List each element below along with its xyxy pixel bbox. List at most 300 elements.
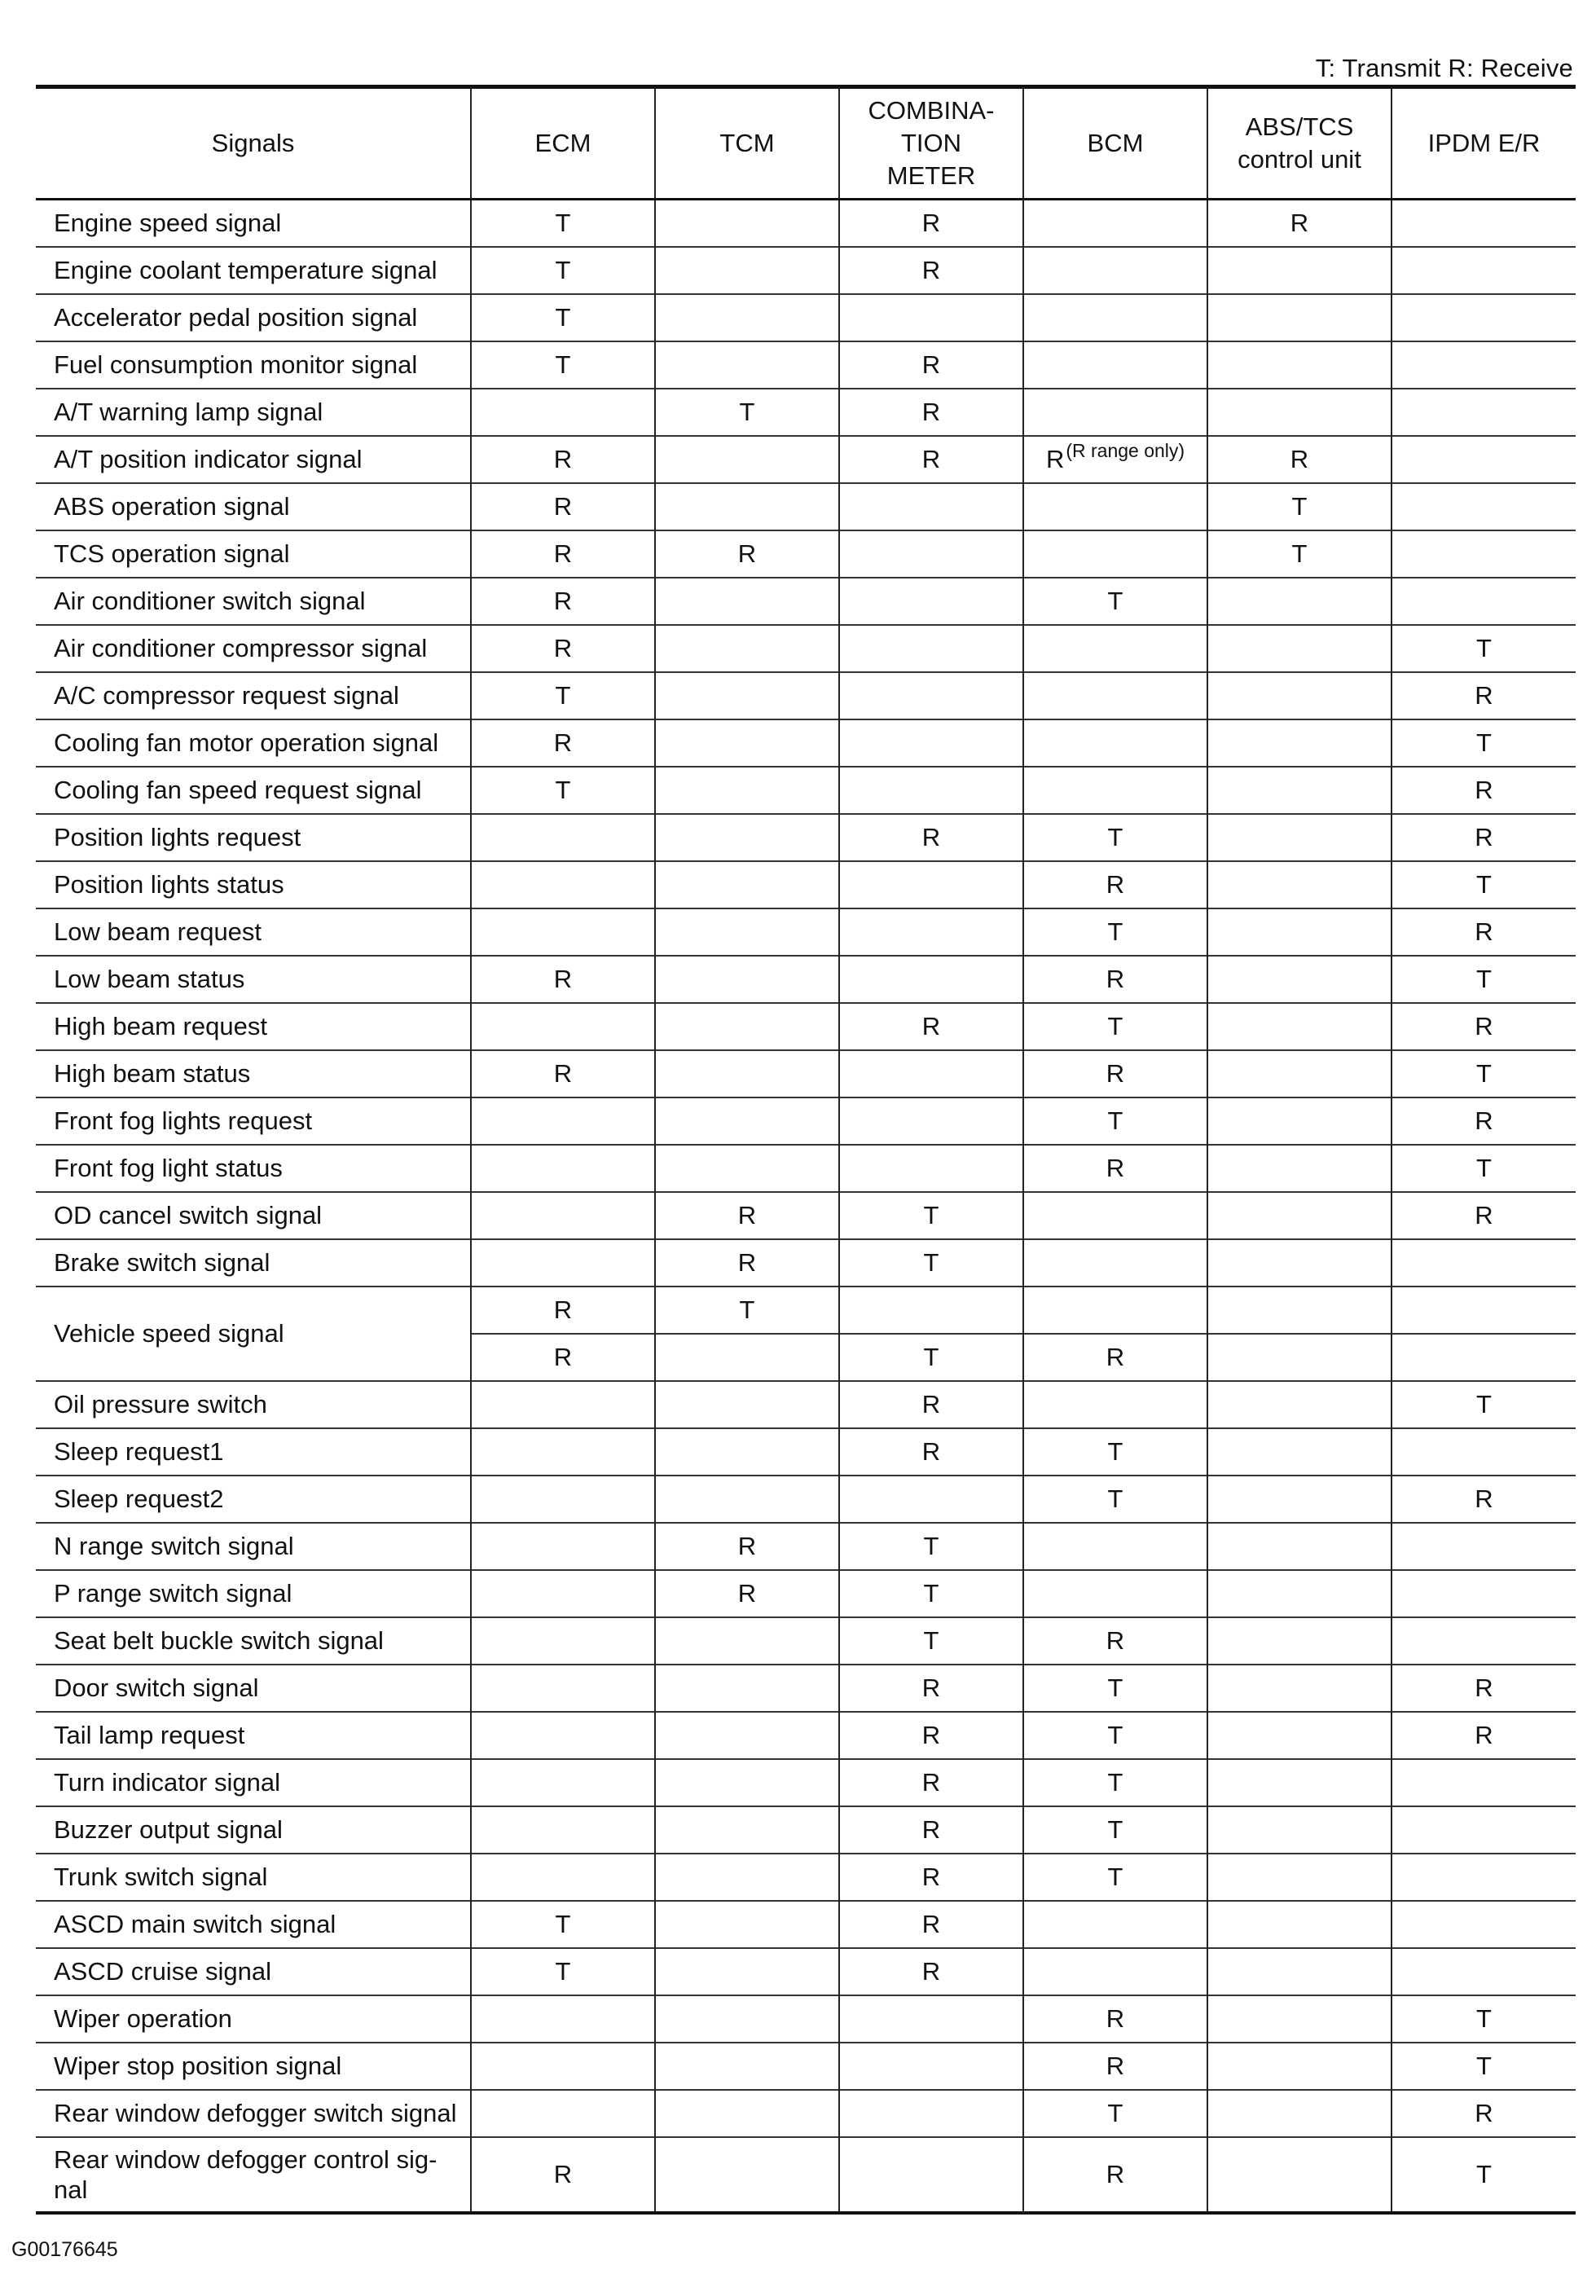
ipdm-cell: T xyxy=(1392,2137,1576,2213)
ipdm-cell: T xyxy=(1392,861,1576,908)
ipdm-cell: T xyxy=(1392,719,1576,767)
bcm-cell: T xyxy=(1023,1003,1207,1050)
signal-name-cell: N range switch signal xyxy=(36,1523,471,1570)
bcm-range-note: (R range only) xyxy=(1066,440,1185,461)
ipdm-cell xyxy=(1392,1806,1576,1854)
meter-cell xyxy=(839,1287,1023,1334)
header-meter-line2: TION xyxy=(900,129,962,157)
table-row xyxy=(36,625,1576,672)
table-row xyxy=(36,436,1576,483)
ecm-cell xyxy=(471,1003,655,1050)
ecm-cell: T xyxy=(471,341,655,389)
tcm-cell xyxy=(655,294,839,341)
ecm-cell: T xyxy=(471,294,655,341)
table-row xyxy=(36,1806,1576,1854)
header-meter-line1: COMBINA- xyxy=(868,96,995,125)
tcm-cell xyxy=(655,1806,839,1854)
signal-name-cell: Front fog lights request xyxy=(36,1097,471,1145)
ipdm-cell xyxy=(1392,578,1576,625)
ecm-cell: R xyxy=(471,436,655,483)
meter-cell: R xyxy=(839,814,1023,861)
ecm-cell: R xyxy=(471,578,655,625)
abs-cell xyxy=(1207,1712,1392,1759)
ipdm-cell xyxy=(1392,341,1576,389)
bcm-cell xyxy=(1023,1948,1207,1995)
tcm-cell xyxy=(655,1901,839,1948)
ecm-cell xyxy=(471,1854,655,1901)
tcm-cell xyxy=(655,1665,839,1712)
tcm-cell xyxy=(655,1381,839,1428)
ipdm-cell: T xyxy=(1392,1050,1576,1097)
meter-cell xyxy=(839,578,1023,625)
abs-cell xyxy=(1207,1665,1392,1712)
abs-cell xyxy=(1207,672,1392,719)
abs-cell xyxy=(1207,814,1392,861)
bcm-cell xyxy=(1023,247,1207,294)
bcm-cell: T xyxy=(1023,1665,1207,1712)
abs-cell xyxy=(1207,578,1392,625)
ecm-cell xyxy=(471,1806,655,1854)
table-row xyxy=(36,719,1576,767)
signal-name-cell: ABS operation signal xyxy=(36,483,471,530)
bcm-cell xyxy=(1023,294,1207,341)
table-row xyxy=(36,1901,1576,1948)
abs-cell xyxy=(1207,1476,1392,1523)
meter-cell: R xyxy=(839,1665,1023,1712)
ipdm-cell xyxy=(1392,436,1576,483)
header-signals: Signals xyxy=(36,87,471,200)
signal-name-cell: Tail lamp request xyxy=(36,1712,471,1759)
bcm-cell: R xyxy=(1023,1050,1207,1097)
meter-cell xyxy=(839,2043,1023,2090)
abs-cell: T xyxy=(1207,530,1392,578)
ipdm-cell: T xyxy=(1392,1145,1576,1192)
header-abs-line2: control unit xyxy=(1238,145,1361,174)
bcm-cell: T xyxy=(1023,578,1207,625)
ipdm-cell: T xyxy=(1392,1381,1576,1428)
tcm-cell xyxy=(655,1003,839,1050)
ipdm-cell: R xyxy=(1392,1476,1576,1523)
signal-name-cell: Cooling fan speed request signal xyxy=(36,767,471,814)
bcm-cell: T xyxy=(1023,1854,1207,1901)
meter-cell: R xyxy=(839,341,1023,389)
table-row xyxy=(36,2137,1576,2213)
tcm-cell xyxy=(655,200,839,248)
table-row xyxy=(36,1665,1576,1712)
bcm-cell xyxy=(1023,436,1207,483)
signal-name-cell: Wiper stop position signal xyxy=(36,2043,471,2090)
signal-name-cell: Trunk switch signal xyxy=(36,1854,471,1901)
ipdm-cell xyxy=(1392,1854,1576,1901)
abs-cell xyxy=(1207,1003,1392,1050)
ecm-cell xyxy=(471,1759,655,1806)
tcm-cell xyxy=(655,578,839,625)
meter-cell: R xyxy=(839,200,1023,248)
table-row xyxy=(36,1712,1576,1759)
ipdm-cell xyxy=(1392,1901,1576,1948)
can-signal-table xyxy=(36,85,1576,2215)
table-row xyxy=(36,1759,1576,1806)
table-row xyxy=(36,1145,1576,1192)
table-row xyxy=(36,1239,1576,1287)
signal-name-cell: Engine coolant temperature signal xyxy=(36,247,471,294)
table-row xyxy=(36,1428,1576,1476)
bcm-cell xyxy=(1023,389,1207,436)
abs-cell xyxy=(1207,2043,1392,2090)
bcm-cell xyxy=(1023,530,1207,578)
tcm-cell xyxy=(655,767,839,814)
table-row xyxy=(36,1570,1576,1617)
meter-cell xyxy=(839,1476,1023,1523)
tcm-cell xyxy=(655,1145,839,1192)
signal-name-cell: Seat belt buckle switch signal xyxy=(36,1617,471,1665)
ipdm-cell xyxy=(1392,200,1576,248)
ecm-cell xyxy=(471,908,655,956)
ipdm-cell xyxy=(1392,530,1576,578)
tcm-cell xyxy=(655,1759,839,1806)
bcm-cell: T xyxy=(1023,1476,1207,1523)
ipdm-cell: R xyxy=(1392,814,1576,861)
signal-name-cell: Wiper operation xyxy=(36,1995,471,2043)
signal-name-cell: Accelerator pedal position signal xyxy=(36,294,471,341)
meter-cell xyxy=(839,483,1023,530)
tcm-cell xyxy=(655,483,839,530)
signal-name-cell: Rear window defogger control sig- nal xyxy=(36,2137,471,2213)
ipdm-cell xyxy=(1392,483,1576,530)
header-abs-line1: ABS/TCS xyxy=(1245,112,1354,141)
bcm-cell xyxy=(1023,483,1207,530)
signal-name-cell: A/C compressor request signal xyxy=(36,672,471,719)
table-row xyxy=(36,861,1576,908)
table-row xyxy=(36,814,1576,861)
ecm-cell: R xyxy=(471,1334,655,1381)
abs-cell xyxy=(1207,1381,1392,1428)
signal-name-cell: High beam request xyxy=(36,1003,471,1050)
ipdm-cell: R xyxy=(1392,672,1576,719)
ipdm-cell: R xyxy=(1392,1192,1576,1239)
abs-cell xyxy=(1207,1050,1392,1097)
meter-cell: R xyxy=(839,1381,1023,1428)
meter-cell xyxy=(839,1097,1023,1145)
signal-name-cell: Fuel consumption monitor signal xyxy=(36,341,471,389)
abs-cell xyxy=(1207,625,1392,672)
abs-cell xyxy=(1207,341,1392,389)
ipdm-cell xyxy=(1392,1759,1576,1806)
ipdm-cell: R xyxy=(1392,767,1576,814)
meter-cell xyxy=(839,294,1023,341)
tcm-cell xyxy=(655,1476,839,1523)
bcm-cell xyxy=(1023,1192,1207,1239)
meter-cell: T xyxy=(839,1192,1023,1239)
table-header-row xyxy=(36,87,1576,200)
meter-cell xyxy=(839,908,1023,956)
meter-cell xyxy=(839,2137,1023,2213)
tcm-cell xyxy=(655,1050,839,1097)
table-row xyxy=(36,200,1576,248)
header-meter-line3: METER xyxy=(886,161,976,190)
abs-cell: R xyxy=(1207,436,1392,483)
signal-name-cell: P range switch signal xyxy=(36,1570,471,1617)
tcm-cell xyxy=(655,814,839,861)
table-row xyxy=(36,956,1576,1003)
tcm-cell xyxy=(655,2090,839,2137)
table-row xyxy=(36,1050,1576,1097)
bcm-cell: R xyxy=(1023,861,1207,908)
bcm-cell: R xyxy=(1023,956,1207,1003)
ecm-cell xyxy=(471,1381,655,1428)
header-tcm: TCM xyxy=(655,87,839,200)
abs-cell xyxy=(1207,247,1392,294)
tcm-cell xyxy=(655,341,839,389)
meter-cell: R xyxy=(839,1759,1023,1806)
ipdm-cell xyxy=(1392,1948,1576,1995)
tcm-cell xyxy=(655,956,839,1003)
meter-cell xyxy=(839,767,1023,814)
abs-cell xyxy=(1207,1334,1392,1381)
tcm-cell xyxy=(655,436,839,483)
ecm-cell xyxy=(471,1570,655,1617)
signal-name-cell: Low beam status xyxy=(36,956,471,1003)
signal-name-cell: Air conditioner compressor signal xyxy=(36,625,471,672)
ecm-cell xyxy=(471,861,655,908)
signal-name-cell: Sleep request1 xyxy=(36,1428,471,1476)
bcm-cell: T xyxy=(1023,2090,1207,2137)
bcm-cell: T xyxy=(1023,908,1207,956)
abs-cell xyxy=(1207,1192,1392,1239)
meter-cell xyxy=(839,719,1023,767)
bcm-cell xyxy=(1023,1287,1207,1334)
abs-cell xyxy=(1207,1948,1392,1995)
bcm-cell: T xyxy=(1023,1712,1207,1759)
abs-cell xyxy=(1207,1097,1392,1145)
ecm-cell xyxy=(471,389,655,436)
abs-cell xyxy=(1207,1617,1392,1665)
tcm-cell xyxy=(655,1617,839,1665)
meter-cell xyxy=(839,861,1023,908)
tcm-cell xyxy=(655,672,839,719)
meter-cell: R xyxy=(839,1003,1023,1050)
table-row xyxy=(36,1287,1576,1334)
table-row xyxy=(36,1523,1576,1570)
ecm-cell: T xyxy=(471,767,655,814)
ecm-cell: T xyxy=(471,1948,655,1995)
ecm-cell: T xyxy=(471,200,655,248)
bcm-cell xyxy=(1023,1239,1207,1287)
header-ecm: ECM xyxy=(471,87,655,200)
tcm-cell: T xyxy=(655,389,839,436)
ipdm-cell xyxy=(1392,1239,1576,1287)
signal-name-cell: Turn indicator signal xyxy=(36,1759,471,1806)
ecm-cell: R xyxy=(471,1287,655,1334)
signal-name-cell: Engine speed signal xyxy=(36,200,471,248)
table-row xyxy=(36,483,1576,530)
signal-name-cell: Position lights request xyxy=(36,814,471,861)
ecm-cell: R xyxy=(471,2137,655,2213)
bcm-cell xyxy=(1023,1901,1207,1948)
meter-cell: R xyxy=(839,1428,1023,1476)
table-row xyxy=(36,1003,1576,1050)
signal-name-cell: ASCD cruise signal xyxy=(36,1948,471,1995)
abs-cell xyxy=(1207,2090,1392,2137)
table-row xyxy=(36,1948,1576,1995)
meter-cell: T xyxy=(839,1617,1023,1665)
abs-cell xyxy=(1207,767,1392,814)
ipdm-cell xyxy=(1392,1287,1576,1334)
header-ipdm: IPDM E/R xyxy=(1392,87,1576,200)
abs-cell xyxy=(1207,861,1392,908)
abs-cell xyxy=(1207,2137,1392,2213)
signal-name-cell: TCS operation signal xyxy=(36,530,471,578)
signal-name-cell: Oil pressure switch xyxy=(36,1381,471,1428)
bcm-cell xyxy=(1023,1570,1207,1617)
table-row xyxy=(36,1995,1576,2043)
header-bcm: BCM xyxy=(1023,87,1207,200)
tcm-cell: R xyxy=(655,1570,839,1617)
ipdm-cell xyxy=(1392,1334,1576,1381)
ecm-cell: R xyxy=(471,1050,655,1097)
tcm-cell xyxy=(655,625,839,672)
header-combination-meter xyxy=(839,87,1023,200)
ecm-cell: T xyxy=(471,672,655,719)
signal-name-cell: OD cancel switch signal xyxy=(36,1192,471,1239)
signal-name-cell: ASCD main switch signal xyxy=(36,1901,471,1948)
abs-cell xyxy=(1207,1287,1392,1334)
bcm-cell: R xyxy=(1023,1617,1207,1665)
bcm-cell xyxy=(1023,767,1207,814)
table-row xyxy=(36,1854,1576,1901)
table-row xyxy=(36,767,1576,814)
bcm-value: R xyxy=(1045,445,1065,473)
abs-cell xyxy=(1207,1854,1392,1901)
ipdm-cell: R xyxy=(1392,1003,1576,1050)
abs-cell xyxy=(1207,1759,1392,1806)
bcm-cell: T xyxy=(1023,1806,1207,1854)
table-row xyxy=(36,1097,1576,1145)
tcm-cell xyxy=(655,247,839,294)
ecm-cell xyxy=(471,2090,655,2137)
meter-cell xyxy=(839,2090,1023,2137)
ipdm-cell xyxy=(1392,1428,1576,1476)
table-row xyxy=(36,1617,1576,1665)
ecm-cell: T xyxy=(471,247,655,294)
ipdm-cell: T xyxy=(1392,2043,1576,2090)
tcm-cell xyxy=(655,1854,839,1901)
signal-name-cell: Vehicle speed signal xyxy=(36,1287,471,1381)
signal-name-cell: A/T warning lamp signal xyxy=(36,389,471,436)
bcm-cell xyxy=(1023,200,1207,248)
ipdm-cell: T xyxy=(1392,1995,1576,2043)
meter-cell: R xyxy=(839,1712,1023,1759)
ecm-cell: R xyxy=(471,719,655,767)
abs-cell xyxy=(1207,1806,1392,1854)
abs-cell xyxy=(1207,1995,1392,2043)
document-id: G00176645 xyxy=(11,2238,118,2261)
ipdm-cell xyxy=(1392,294,1576,341)
signal-name-cell: Brake switch signal xyxy=(36,1239,471,1287)
ecm-cell xyxy=(471,1665,655,1712)
table-row xyxy=(36,389,1576,436)
tcm-cell xyxy=(655,2043,839,2090)
abs-cell: R xyxy=(1207,200,1392,248)
bcm-cell xyxy=(1023,1523,1207,1570)
abs-cell xyxy=(1207,1239,1392,1287)
ecm-cell xyxy=(471,1192,655,1239)
ipdm-cell: T xyxy=(1392,625,1576,672)
table-row xyxy=(36,672,1576,719)
tcm-cell xyxy=(655,1712,839,1759)
ecm-cell: R xyxy=(471,530,655,578)
bcm-cell: T xyxy=(1023,1097,1207,1145)
meter-cell xyxy=(839,625,1023,672)
ipdm-cell: R xyxy=(1392,1665,1576,1712)
meter-cell xyxy=(839,530,1023,578)
tcm-cell xyxy=(655,2137,839,2213)
signal-name-cell: Sleep request2 xyxy=(36,1476,471,1523)
tcm-cell xyxy=(655,908,839,956)
table-row xyxy=(36,294,1576,341)
tcm-cell: R xyxy=(655,1192,839,1239)
meter-cell xyxy=(839,1145,1023,1192)
table-row xyxy=(36,247,1576,294)
ecm-cell xyxy=(471,1712,655,1759)
signal-name-cell: Air conditioner switch signal xyxy=(36,578,471,625)
bcm-cell xyxy=(1023,719,1207,767)
ipdm-cell: R xyxy=(1392,908,1576,956)
meter-cell: T xyxy=(839,1239,1023,1287)
bcm-cell xyxy=(1023,672,1207,719)
ecm-cell: R xyxy=(471,956,655,1003)
meter-cell: R xyxy=(839,1948,1023,1995)
meter-cell: R xyxy=(839,1854,1023,1901)
abs-cell xyxy=(1207,1523,1392,1570)
bcm-cell xyxy=(1023,625,1207,672)
ecm-cell xyxy=(471,1145,655,1192)
tcm-cell xyxy=(655,1948,839,1995)
table-row xyxy=(36,1381,1576,1428)
abs-cell xyxy=(1207,389,1392,436)
abs-cell xyxy=(1207,1428,1392,1476)
meter-cell xyxy=(839,672,1023,719)
signal-name-cell: Cooling fan motor operation signal xyxy=(36,719,471,767)
signal-name-cell: Rear window defogger switch signal xyxy=(36,2090,471,2137)
abs-cell xyxy=(1207,294,1392,341)
header-abs-tcs xyxy=(1207,87,1392,200)
signal-name-cell: High beam status xyxy=(36,1050,471,1097)
signal-name-cell: Buzzer output signal xyxy=(36,1806,471,1854)
tcm-cell xyxy=(655,861,839,908)
meter-cell: T xyxy=(839,1570,1023,1617)
ipdm-cell: R xyxy=(1392,1712,1576,1759)
bcm-cell xyxy=(1023,341,1207,389)
ecm-cell: R xyxy=(471,483,655,530)
ipdm-cell: R xyxy=(1392,2090,1576,2137)
tcm-cell xyxy=(655,1995,839,2043)
signal-table-container xyxy=(36,85,1576,2215)
legend-transmit-receive: T: Transmit R: Receive xyxy=(1315,54,1573,82)
ecm-cell xyxy=(471,1995,655,2043)
table-row xyxy=(36,908,1576,956)
meter-cell xyxy=(839,956,1023,1003)
meter-cell xyxy=(839,1995,1023,2043)
signal-name-cell: Door switch signal xyxy=(36,1665,471,1712)
bcm-cell: T xyxy=(1023,1759,1207,1806)
meter-cell xyxy=(839,1050,1023,1097)
ecm-cell xyxy=(471,1617,655,1665)
abs-cell: T xyxy=(1207,483,1392,530)
meter-cell: R xyxy=(839,247,1023,294)
bcm-cell: T xyxy=(1023,814,1207,861)
meter-cell: R xyxy=(839,389,1023,436)
